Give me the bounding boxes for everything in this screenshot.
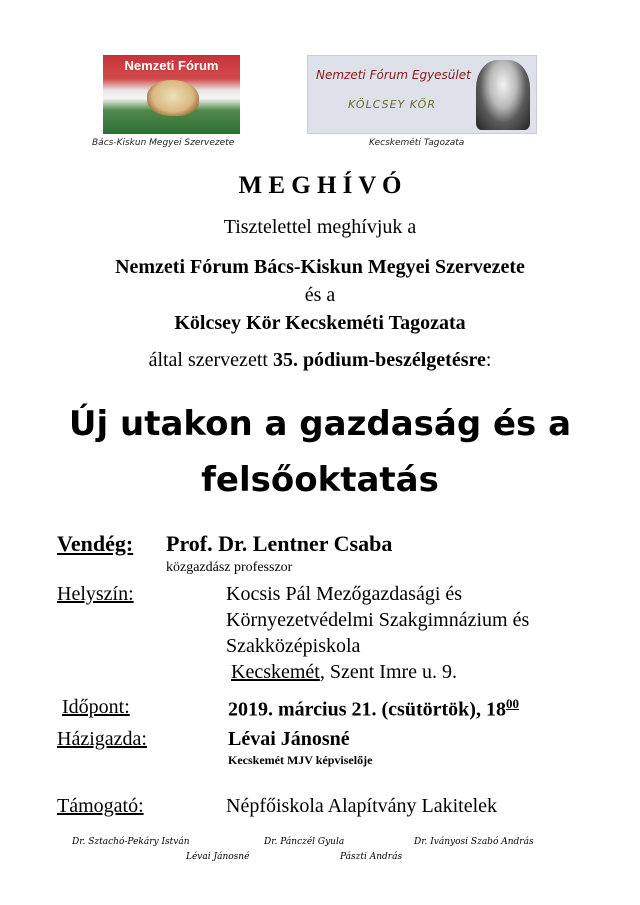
signatory-1 <box>72 837 190 847</box>
organized-pre: által szervezett <box>148 349 273 371</box>
signatory-4 <box>186 852 249 862</box>
venue-city: Kecskemét <box>231 661 320 683</box>
host-role: Kecskemét MJV képviselője <box>228 753 373 767</box>
event-title-line2: felsőoktatás <box>201 460 439 500</box>
bread-icon <box>147 80 199 116</box>
event-title-line1: Új utakon a gazdaság és a <box>68 404 572 444</box>
left-logo-caption: Bács-Kiskun Megyei Szervezete <box>92 138 235 148</box>
organizer-2: Kölcsey Kör Kecskeméti Tagozata <box>174 312 466 334</box>
time-value <box>228 696 519 722</box>
signatory-5-name: Pászti András <box>340 852 403 862</box>
guest-label: Vendég: <box>57 531 134 556</box>
logo-title: Nemzeti Fórum <box>124 58 219 73</box>
signatory-2-name: Dr. Pánczél Gyula <box>264 837 345 847</box>
venue-line3: Szakközépiskola <box>226 635 361 657</box>
and-text: és a <box>304 284 336 306</box>
signatory-5 <box>340 852 402 862</box>
guest-name: Prof. Dr. Lentner Csaba <box>166 531 393 556</box>
time-label: Időpont: <box>62 696 130 718</box>
sponsor-value: Népfőiskola Alapítvány Lakitelek <box>226 795 498 817</box>
kolcsey-kor-logo <box>307 55 537 134</box>
organized-line <box>0 349 640 372</box>
time-date: 2019. március 21. (csütörtök), 18 <box>228 698 506 721</box>
invitation-heading: M E G H Í V Ó <box>238 172 402 199</box>
event-number: 35. pódium-beszélgetésre <box>272 349 486 371</box>
time-minutes: 00 <box>505 696 519 711</box>
organized-post: : <box>485 349 492 371</box>
signatory-3-name: Dr. Iványosi Szabó András <box>414 837 534 847</box>
logo2-line1: Nemzeti Fórum Egyesület <box>316 68 471 82</box>
host-name: Lévai Jánosné <box>228 728 350 750</box>
intro-text: Tisztelettel meghívjuk a <box>223 216 417 238</box>
nemzeti-forum-logo <box>103 55 240 134</box>
guest-role: közgazdász professzor <box>166 560 293 575</box>
signatory-2 <box>264 837 344 847</box>
venue-address <box>231 661 457 684</box>
portrait-icon <box>476 60 530 130</box>
venue-street: , Szent Imre u. 9. <box>319 661 458 683</box>
right-logo-caption: Kecskeméti Tagozata <box>369 138 465 148</box>
logo2-line2: KÖLCSEY KÖR <box>348 98 436 111</box>
host-label: Házigazda: <box>57 728 147 750</box>
signatory-1-name: Dr. Sztachó-Pekáry István <box>72 837 190 847</box>
signatory-3 <box>414 837 534 847</box>
sponsor-label: Támogató: <box>57 795 144 817</box>
organizer-1: Nemzeti Fórum Bács-Kiskun Megyei Szervezete <box>115 256 525 278</box>
venue-line2: Környezetvédelmi Szakgimnázium és <box>226 609 530 631</box>
venue-line1: Kocsis Pál Mezőgazdasági és <box>226 583 463 605</box>
venue-label: Helyszín: <box>57 583 134 605</box>
signatory-4-name: Lévai Jánosné <box>186 852 250 862</box>
